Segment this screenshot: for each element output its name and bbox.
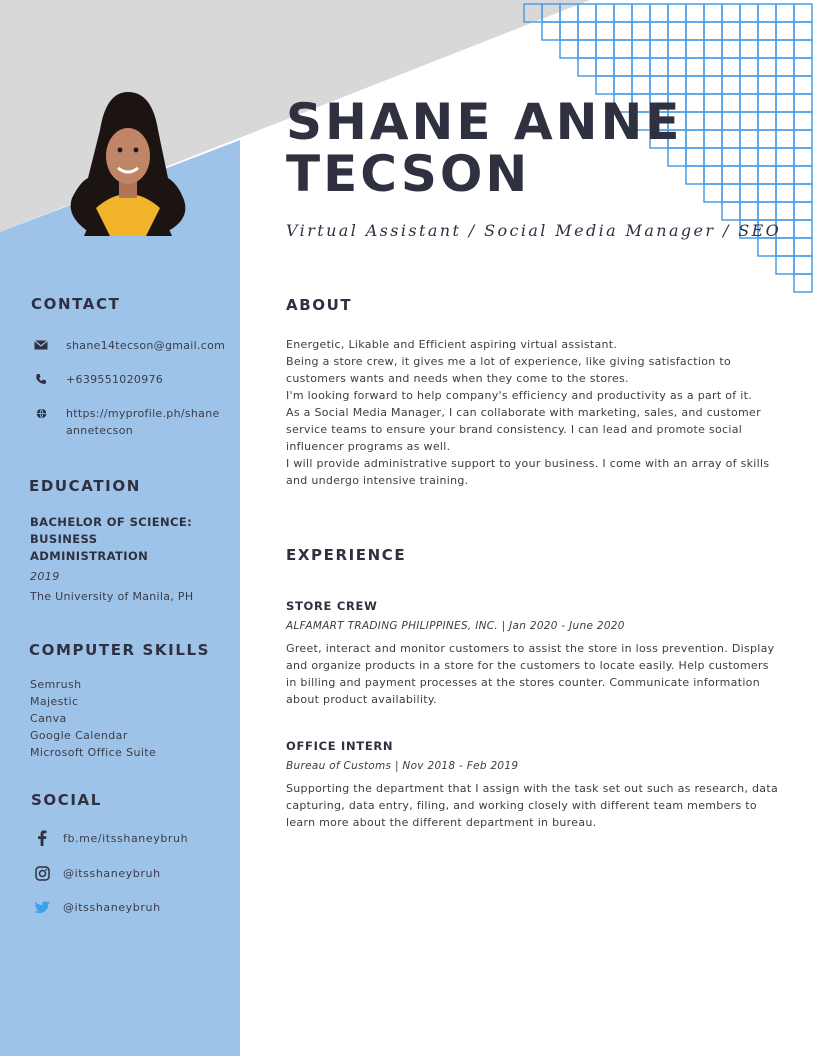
grid-cell: [578, 4, 596, 22]
grid-cell: [740, 4, 758, 22]
grid-cell: [758, 166, 776, 184]
grid-cell: [722, 94, 740, 112]
grid-cell: [776, 184, 794, 202]
grid-cell: [704, 22, 722, 40]
about-text: [286, 336, 781, 489]
grid-cell: [614, 4, 632, 22]
about-heading: ABOUT: [286, 296, 353, 314]
grid-cell: [794, 130, 812, 148]
skill-item: Semrush: [30, 678, 82, 691]
instagram-icon: [32, 864, 52, 882]
grid-cell: [704, 112, 722, 130]
grid-cell: [722, 148, 740, 166]
grid-cell: [632, 40, 650, 58]
social-twitter[interactable]: [32, 898, 161, 916]
grid-cell: [794, 166, 812, 184]
grid-cell: [560, 40, 578, 58]
grid-cell: [614, 40, 632, 58]
job-employer-dates: ALFAMART TRADING PHILIPPINES, INC. | Jan 2020 - June 2020: [286, 620, 625, 632]
grid-cell: [758, 238, 776, 256]
grid-cell: [632, 58, 650, 76]
grid-cell: [758, 4, 776, 22]
about-line: As a Social Media Manager, I can collaborate with marketing, sales, and customer service teams to ensure your brand consistency. I can lead and promote social influencer programs as well.: [286, 406, 761, 453]
grid-cell: [722, 40, 740, 58]
contact-email-text: shane14tecson@gmail.com: [66, 339, 226, 352]
grid-cell: [596, 4, 614, 22]
experience-heading: EXPERIENCE: [286, 546, 407, 564]
grid-cell: [776, 22, 794, 40]
candidate-name: [286, 93, 683, 203]
grid-cell: [632, 22, 650, 40]
grid-cell: [686, 166, 704, 184]
grid-cell: [722, 130, 740, 148]
contact-heading: CONTACT: [31, 295, 121, 313]
grid-cell: [758, 184, 776, 202]
grid-cell: [686, 76, 704, 94]
grid-cell: [794, 256, 812, 274]
about-line: Being a store crew, it gives me a lot of experience, like giving satisfaction to customers wants and needs when they come to the stores.: [286, 355, 731, 385]
grid-cell: [686, 112, 704, 130]
education-heading: EDUCATION: [29, 477, 141, 495]
skill-item: Majestic: [30, 695, 79, 708]
grid-cell: [668, 76, 686, 94]
skill-item: Canva: [30, 712, 67, 725]
grid-cell: [758, 94, 776, 112]
grid-cell: [794, 76, 812, 94]
grid-cell: [650, 22, 668, 40]
grid-cell: [794, 238, 812, 256]
grid-cell: [632, 76, 650, 94]
grid-cell: [740, 40, 758, 58]
contact-phone-text: +639551020976: [66, 373, 164, 386]
grid-cell: [758, 40, 776, 58]
grid-cell: [596, 58, 614, 76]
grid-cell: [794, 148, 812, 166]
grid-cell: [686, 58, 704, 76]
grid-cell: [776, 40, 794, 58]
grid-cell: [722, 76, 740, 94]
grid-cell: [650, 4, 668, 22]
grid-cell: [704, 58, 722, 76]
grid-cell: [668, 22, 686, 40]
grid-cell: [614, 76, 632, 94]
grid-cell: [722, 22, 740, 40]
contact-website-text: https://myprofile.ph/shaneannetecson: [66, 407, 220, 437]
grid-cell: [704, 184, 722, 202]
grid-cell: [776, 4, 794, 22]
profile-photo: [66, 90, 190, 236]
contact-email[interactable]: [32, 337, 226, 354]
about-line: Energetic, Likable and Efficient aspiring virtual assistant.: [286, 338, 618, 351]
skill-item: Google Calendar: [30, 729, 128, 742]
education-degree: BACHELOR OF SCIENCE: BUSINESS ADMINISTRATION: [30, 515, 193, 563]
grid-cell: [704, 94, 722, 112]
grid-cell: [776, 256, 794, 274]
grid-cell: [668, 40, 686, 58]
grid-cell: [776, 76, 794, 94]
grid-cell: [596, 40, 614, 58]
skills-list: [30, 676, 156, 761]
grid-cell: [776, 58, 794, 76]
grid-cell: [776, 94, 794, 112]
grid-cell: [686, 4, 704, 22]
grid-cell: [794, 4, 812, 22]
grid-cell: [776, 148, 794, 166]
envelope-icon: [32, 338, 50, 352]
grid-cell: [578, 22, 596, 40]
grid-cell: [740, 202, 758, 220]
grid-cell: [740, 22, 758, 40]
grid-cell: [596, 76, 614, 94]
grid-cell: [704, 40, 722, 58]
grid-cell: [704, 148, 722, 166]
grid-cell: [794, 184, 812, 202]
grid-cell: [758, 202, 776, 220]
grid-cell: [758, 112, 776, 130]
grid-cell: [704, 76, 722, 94]
about-line: I will provide administrative support to your business. I come with an array of skills and undergo intensive training.: [286, 457, 770, 487]
grid-cell: [776, 166, 794, 184]
job-subtitle: Virtual Assistant / Social Media Manager / SEO: [286, 221, 782, 240]
grid-cell: [776, 238, 794, 256]
name-line-1: SHANE ANNE: [286, 93, 683, 151]
grid-cell: [722, 112, 740, 130]
job-description: Supporting the department that I assign with the task set out such as research, data capturing, data entry, filing, and working closely with different team members to learn more about the different department in bureau.: [286, 782, 778, 829]
job-title: STORE CREW: [286, 599, 378, 613]
grid-cell: [650, 40, 668, 58]
grid-cell: [794, 220, 812, 238]
grid-cell: [722, 166, 740, 184]
grid-cell: [740, 130, 758, 148]
social-instagram[interactable]: [32, 864, 161, 882]
grid-cell: [776, 202, 794, 220]
grid-cell: [794, 112, 812, 130]
grid-cell: [722, 4, 740, 22]
grid-cell: [794, 94, 812, 112]
grid-cell: [776, 112, 794, 130]
grid-cell: [740, 166, 758, 184]
grid-cell: [686, 148, 704, 166]
skill-item: Microsoft Office Suite: [30, 746, 157, 759]
grid-cell: [614, 58, 632, 76]
facebook-handle: fb.me/itsshaneybruh: [63, 831, 189, 845]
grid-cell: [794, 202, 812, 220]
computer-skills-heading: COMPUTER SKILLS: [29, 641, 211, 659]
grid-cell: [758, 76, 776, 94]
instagram-handle: @itsshaneybruh: [63, 866, 161, 880]
education-school: The University of Manila, PH: [30, 590, 194, 603]
grid-cell: [686, 22, 704, 40]
grid-cell: [794, 22, 812, 40]
contact-phone[interactable]: [32, 371, 226, 388]
grid-cell: [650, 58, 668, 76]
grid-cell: [632, 4, 650, 22]
grid-cell: [578, 58, 596, 76]
globe-icon: [32, 406, 50, 420]
facebook-icon: [32, 829, 52, 847]
twitter-handle: @itsshaneybruh: [63, 900, 161, 914]
grid-cell: [668, 4, 686, 22]
grid-cell: [542, 22, 560, 40]
grid-cell: [686, 94, 704, 112]
grid-cell: [686, 130, 704, 148]
grid-cell: [794, 58, 812, 76]
grid-cell: [794, 40, 812, 58]
grid-cell: [560, 22, 578, 40]
grid-cell: [704, 166, 722, 184]
education-year: 2019: [30, 570, 60, 583]
twitter-icon: [32, 898, 52, 916]
grid-cell: [722, 184, 740, 202]
grid-cell: [722, 58, 740, 76]
contact-website[interactable]: [32, 405, 226, 439]
job-employer-dates: Bureau of Customs | Nov 2018 - Feb 2019: [286, 760, 519, 772]
phone-icon: [32, 372, 50, 386]
grid-cell: [668, 58, 686, 76]
grid-cell: [704, 130, 722, 148]
grid-cell: [722, 202, 740, 220]
social-facebook[interactable]: [32, 829, 188, 847]
grid-cell: [614, 22, 632, 40]
grid-cell: [740, 112, 758, 130]
social-heading: SOCIAL: [31, 791, 102, 809]
grid-cell: [686, 40, 704, 58]
grid-cell: [740, 94, 758, 112]
grid-cell: [740, 184, 758, 202]
grid-cell: [740, 148, 758, 166]
grid-cell: [650, 76, 668, 94]
grid-cell: [758, 148, 776, 166]
grid-cell: [758, 130, 776, 148]
grid-cell: [758, 58, 776, 76]
grid-cell: [740, 76, 758, 94]
grid-cell: [758, 22, 776, 40]
job-title: OFFICE INTERN: [286, 739, 394, 753]
grid-cell: [740, 58, 758, 76]
about-line: I'm looking forward to help company's efficiency and productivity as a part of it.: [286, 389, 753, 402]
grid-cell: [704, 4, 722, 22]
grid-cell: [596, 22, 614, 40]
grid-cell: [794, 274, 812, 292]
grid-cell: [578, 40, 596, 58]
name-line-2: TECSON: [286, 145, 531, 203]
job-description: Greet, interact and monitor customers to assist the store in loss prevention. Display and organize products in a store for the customers to locate easily. Help customers in billing and payment processes at the stores counter. Communicate information about product availability.: [286, 642, 775, 706]
grid-cell: [776, 130, 794, 148]
